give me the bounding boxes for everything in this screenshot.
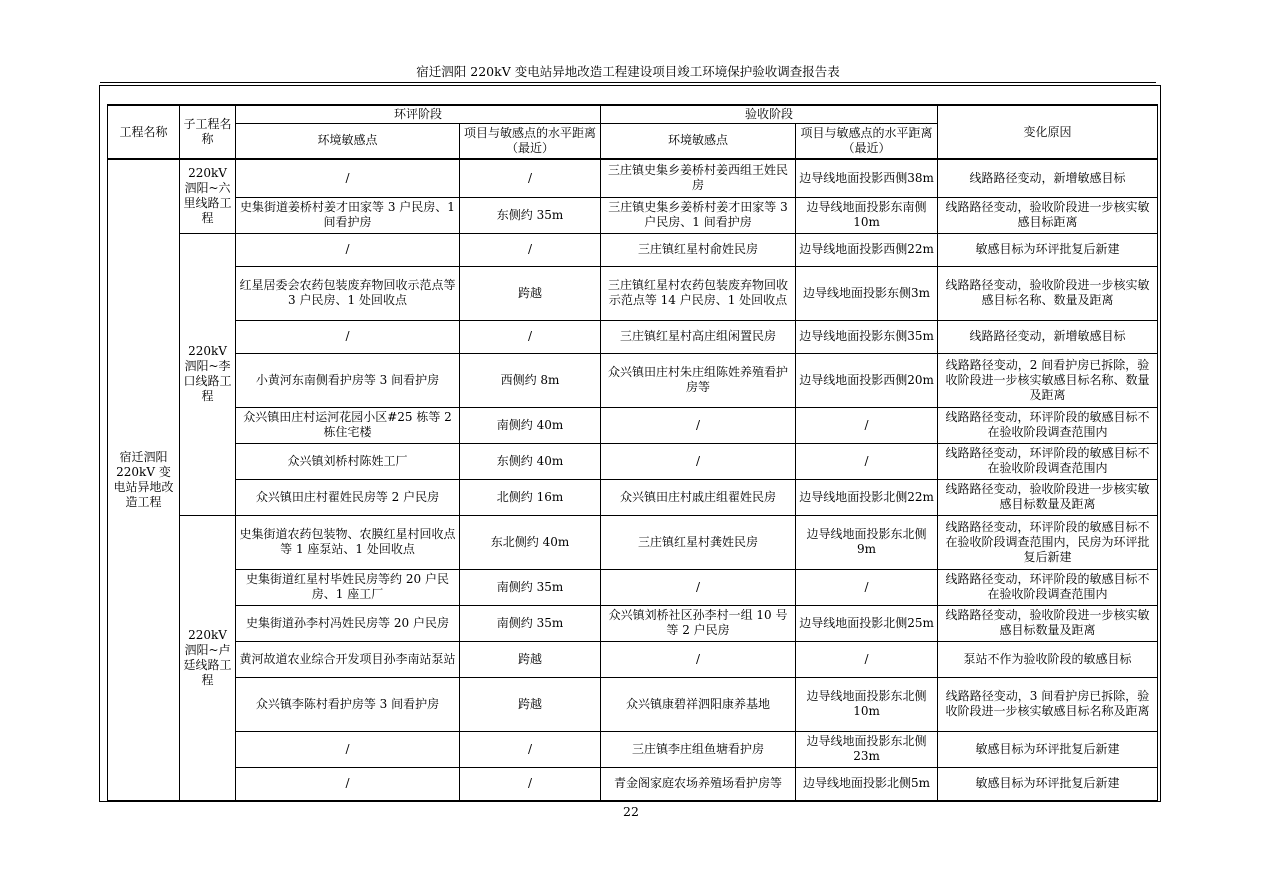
- header-change-reason: 变化原因: [938, 105, 1158, 159]
- eia-sensitive-point-cell: /: [236, 159, 460, 197]
- change-reason-cell: 敏感目标为环评批复后新建: [938, 233, 1158, 266]
- header-eia-sensitive-point: 环境敏感点: [236, 123, 460, 159]
- eia-distance-cell: /: [460, 767, 601, 801]
- acceptance-distance-cell: 边导线地面投影北侧22m: [796, 479, 938, 515]
- eia-sensitive-point-cell: 史集街道孙李村冯姓民房等 20 户民房: [236, 605, 460, 641]
- eia-distance-cell: 东北侧约 40m: [460, 515, 601, 569]
- header-sub-project: 子工程名称: [180, 105, 236, 159]
- eia-sensitive-point-cell: /: [236, 767, 460, 801]
- change-reason-cell: 线路路径变动，环评阶段的敏感目标不在验收阶段调查范围内: [938, 443, 1158, 479]
- eia-distance-cell: 跨越: [460, 677, 601, 731]
- change-reason-cell: 线路路径变动，验收阶段进一步核实敏感目标数量及距离: [938, 479, 1158, 515]
- table-row: [108, 605, 1158, 641]
- acceptance-distance-cell: 边导线地面投影东南侧 10m: [796, 197, 938, 233]
- table-row: [108, 353, 1158, 407]
- acceptance-sensitive-point-cell: /: [601, 641, 796, 677]
- acceptance-sensitive-point-cell: 三庄镇史集乡姜桥村姜西组王姓民房: [601, 159, 796, 197]
- header-rule-top: [100, 82, 1156, 83]
- change-reason-cell: 线路路径变动，环评阶段的敏感目标不在验收阶段调查范围内，民房为环评批复后新建: [938, 515, 1158, 569]
- header-acceptance-sensitive-point: 环境敏感点: [601, 123, 796, 159]
- acceptance-sensitive-point-cell: /: [601, 569, 796, 605]
- report-header-title: 宿迁泗阳 220kV 变电站异地改造工程建设项目竣工环境保护验收调查报告表: [416, 64, 840, 79]
- table-row: [108, 443, 1158, 479]
- acceptance-distance-cell: 边导线地面投影东北侧 10m: [796, 677, 938, 731]
- sub-project-cell: 220kV 泗阳~李口线路工程: [180, 233, 236, 515]
- header-acceptance-distance: 项目与敏感点的水平距离（最近）: [796, 123, 938, 159]
- acceptance-distance-cell: 边导线地面投影西侧20m: [796, 353, 938, 407]
- eia-distance-cell: /: [460, 233, 601, 266]
- eia-distance-cell: 南侧约 40m: [460, 407, 601, 443]
- table-row: [108, 479, 1158, 515]
- eia-sensitive-point-cell: 红星居委会农药包装废弃物回收示范点等 3 户民房、1 处回收点: [236, 266, 460, 320]
- header-acceptance-stage: 验收阶段: [601, 105, 938, 123]
- eia-distance-cell: /: [460, 320, 601, 353]
- acceptance-distance-cell: /: [796, 569, 938, 605]
- change-reason-cell: 线路路径变动，新增敏感目标: [938, 159, 1158, 197]
- table-row: [108, 731, 1158, 767]
- sub-project-cell: 220kV 泗阳~六里线路工程: [180, 159, 236, 233]
- eia-distance-cell: /: [460, 159, 601, 197]
- acceptance-sensitive-point-cell: 众兴镇田庄村朱庄组陈姓养殖看护房等: [601, 353, 796, 407]
- change-reason-cell: 线路路径变动，2 间看护房已拆除，验收阶段进一步核实敏感目标名称、数量及距离: [938, 353, 1158, 407]
- change-reason-cell: 线路路径变动，3 间看护房已拆除，验收阶段进一步核实敏感目标名称及距离: [938, 677, 1158, 731]
- change-reason-cell: 线路路径变动，新增敏感目标: [938, 320, 1158, 353]
- change-reason-cell: 线路路径变动，验收阶段进一步核实敏感目标距离: [938, 197, 1158, 233]
- eia-sensitive-point-cell: 史集街道农药包装物、农膜红星村回收点等 1 座泵站、1 处回收点: [236, 515, 460, 569]
- acceptance-sensitive-point-cell: 三庄镇李庄组鱼塘看护房: [601, 731, 796, 767]
- eia-distance-cell: 东侧约 35m: [460, 197, 601, 233]
- eia-distance-cell: 跨越: [460, 641, 601, 677]
- acceptance-distance-cell: 边导线地面投影北侧5m: [796, 767, 938, 801]
- eia-distance-cell: 跨越: [460, 266, 601, 320]
- acceptance-sensitive-point-cell: 三庄镇红星村俞姓民房: [601, 233, 796, 266]
- change-reason-cell: 泵站不作为验收阶段的敏感目标: [938, 641, 1158, 677]
- eia-sensitive-point-cell: 小黄河东南侧看护房等 3 间看护房: [236, 353, 460, 407]
- change-reason-cell: 敏感目标为环评批复后新建: [938, 731, 1158, 767]
- eia-distance-cell: 南侧约 35m: [460, 605, 601, 641]
- eia-sensitive-point-cell: /: [236, 320, 460, 353]
- acceptance-distance-cell: 边导线地面投影西侧22m: [796, 233, 938, 266]
- eia-sensitive-point-cell: 史集街道红星村毕姓民房等约 20 户民房、1 座工厂: [236, 569, 460, 605]
- table-header: [108, 105, 1158, 159]
- table-row: [108, 407, 1158, 443]
- eia-sensitive-point-cell: /: [236, 731, 460, 767]
- acceptance-distance-cell: 边导线地面投影东侧3m: [796, 266, 938, 320]
- acceptance-distance-cell: 边导线地面投影西侧38m: [796, 159, 938, 197]
- table-row: [108, 515, 1158, 569]
- eia-distance-cell: /: [460, 731, 601, 767]
- eia-distance-cell: 南侧约 35m: [460, 569, 601, 605]
- header-eia-distance: 项目与敏感点的水平距离（最近）: [460, 123, 601, 159]
- eia-sensitive-point-cell: 黄河故道农业综合开发项目孙李南站泵站: [236, 641, 460, 677]
- change-reason-cell: 敏感目标为环评批复后新建: [938, 767, 1158, 801]
- eia-distance-cell: 北侧约 16m: [460, 479, 601, 515]
- acceptance-sensitive-point-cell: /: [601, 443, 796, 479]
- acceptance-sensitive-point-cell: 众兴镇刘桥社区孙李村一组 10 号等 2 户民房: [601, 605, 796, 641]
- eia-sensitive-point-cell: /: [236, 233, 460, 266]
- table-row: [108, 159, 1158, 197]
- table-row: [108, 197, 1158, 233]
- acceptance-sensitive-point-cell: /: [601, 407, 796, 443]
- acceptance-sensitive-point-cell: 三庄镇红星村农药包装废弃物回收示范点等 14 户民房、1 处回收点: [601, 266, 796, 320]
- table-row: [108, 233, 1158, 266]
- eia-distance-cell: 西侧约 8m: [460, 353, 601, 407]
- table-row: [108, 677, 1158, 731]
- sub-project-cell: 220kV 泗阳~卢廷线路工程: [180, 515, 236, 801]
- acceptance-sensitive-point-cell: 青金阁家庭农场养殖场看护房等: [601, 767, 796, 801]
- table-row: [108, 767, 1158, 801]
- header-project-name: 工程名称: [108, 105, 180, 159]
- header-eia-stage: 环评阶段: [236, 105, 601, 123]
- eia-distance-cell: 东侧约 40m: [460, 443, 601, 479]
- acceptance-sensitive-point-cell: 三庄镇红星村高庄组闲置民房: [601, 320, 796, 353]
- acceptance-sensitive-point-cell: 三庄镇史集乡姜桥村姜才田家等 3 户民房、1 间看护房: [601, 197, 796, 233]
- change-reason-cell: 线路路径变动，环评阶段的敏感目标不在验收阶段调查范围内: [938, 569, 1158, 605]
- acceptance-sensitive-point-cell: 众兴镇康碧祥泗阳康养基地: [601, 677, 796, 731]
- table-row: [108, 320, 1158, 353]
- acceptance-distance-cell: 边导线地面投影东北侧 9m: [796, 515, 938, 569]
- table-row: [108, 641, 1158, 677]
- acceptance-distance-cell: /: [796, 407, 938, 443]
- project-name-cell: 宿迁泗阳220kV 变电站异地改造工程: [108, 159, 180, 801]
- table-body: [108, 159, 1158, 801]
- table-row: [108, 569, 1158, 605]
- page-number: 22: [623, 804, 639, 819]
- eia-sensitive-point-cell: 众兴镇田庄村运河花园小区#25 栋等 2 栋住宅楼: [236, 407, 460, 443]
- acceptance-distance-cell: 边导线地面投影北侧25m: [796, 605, 938, 641]
- acceptance-distance-cell: 边导线地面投影东北侧 23m: [796, 731, 938, 767]
- change-reason-cell: 线路路径变动，验收阶段进一步核实敏感目标名称、数量及距离: [938, 266, 1158, 320]
- eia-sensitive-point-cell: 众兴镇田庄村翟姓民房等 2 户民房: [236, 479, 460, 515]
- acceptance-sensitive-point-cell: 众兴镇田庄村戚庄组翟姓民房: [601, 479, 796, 515]
- change-reason-cell: 线路路径变动，环评阶段的敏感目标不在验收阶段调查范围内: [938, 407, 1158, 443]
- change-reason-cell: 线路路径变动，验收阶段进一步核实敏感目标数量及距离: [938, 605, 1158, 641]
- eia-sensitive-point-cell: 史集街道姜桥村姜才田家等 3 户民房、1 间看护房: [236, 197, 460, 233]
- acceptance-distance-cell: 边导线地面投影东侧35m: [796, 320, 938, 353]
- acceptance-distance-cell: /: [796, 641, 938, 677]
- sensitive-points-comparison-table: [107, 104, 1158, 802]
- eia-sensitive-point-cell: 众兴镇刘桥村陈姓工厂: [236, 443, 460, 479]
- eia-sensitive-point-cell: 众兴镇李陈村看护房等 3 间看护房: [236, 677, 460, 731]
- acceptance-sensitive-point-cell: 三庄镇红星村龚姓民房: [601, 515, 796, 569]
- acceptance-distance-cell: /: [796, 443, 938, 479]
- table-row: [108, 266, 1158, 320]
